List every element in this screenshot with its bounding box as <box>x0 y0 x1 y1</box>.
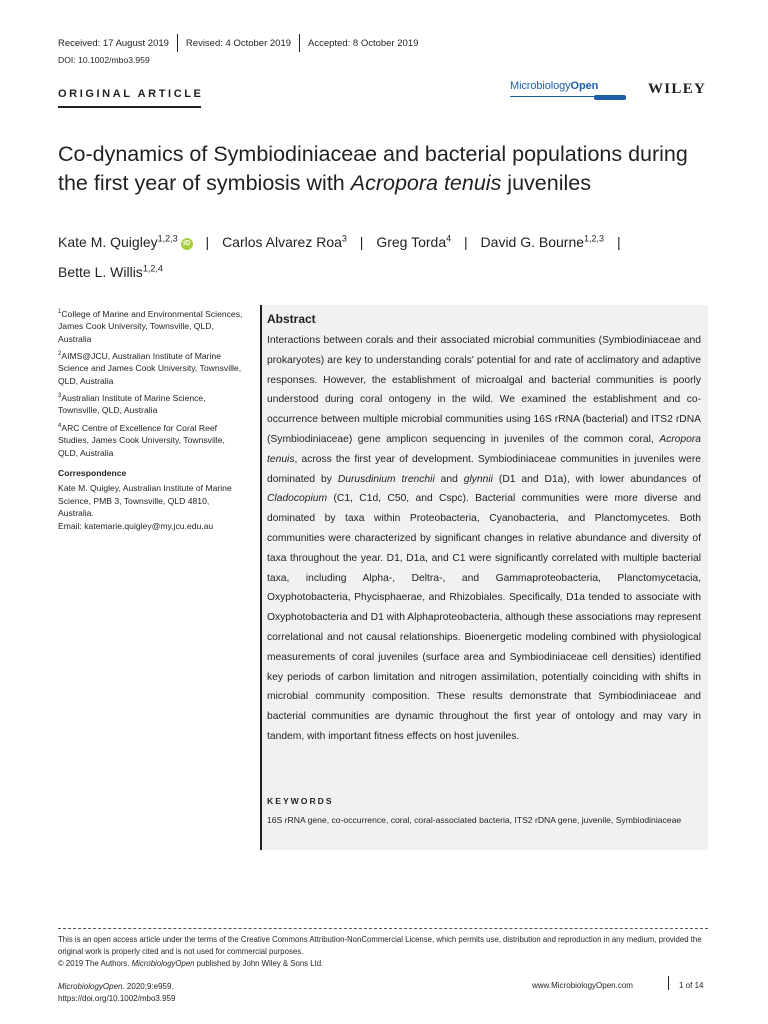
citation-journal: MicrobiologyOpen <box>58 982 123 991</box>
author-separator: | <box>464 233 468 250</box>
abstract-text: (C1, C1d, C50, and Cspc). Bacterial communities were more diverse and dominated by taxa within Proteobacteria, Cyanobacteria, and Planctomycetes. Both communities were characterized by significant changes in relative abundance and diversity of taxa throughout the year. D1, D1a, and C1 were significantly correlated with multiple bacterial taxa, including Alpha-, Deltra-, and Gammaproteobacteria, Planctomycetacia, Oxyphotobacteria, Phycisphaerae, and Rhizobiales. Specifically, D1a tended to associate with Oxyphotobacteria and D1 with Alphaproteobacteria, although these associations may represent correlational and not causal relationships. Bioenergetic modeling combined with physiological measurements of coral juveniles (surface area and Symbiodiniaceae cell densities) identified key periods of carbon limitation and nitrogen assimilation, potentially coinciding with shifts in microbial community composition. These results demonstrate that Symbiodiniaceae and bacterial communities are dynamic throughout the first year of ontology and may vary in tandem, with important fitness effects on host juveniles. <box>267 493 701 742</box>
author-name-text: Greg Torda <box>376 233 447 250</box>
affil-num: 2 <box>58 351 62 358</box>
footer-divider <box>58 928 708 929</box>
copyright-text-end: published by John Wiley & Sons Ltd. <box>194 959 324 968</box>
author-name[interactable] <box>58 264 163 280</box>
copyright-text: © 2019 The Authors. <box>58 959 132 968</box>
journal-logo-part1: Microbiology <box>510 80 571 92</box>
author-name[interactable] <box>376 234 451 250</box>
abstract-text: , across the first year of development. Symbiodiniaceae communities in juveniles were dominated by <box>267 453 701 485</box>
correspondence-email[interactable]: Email: katemarie.quigley@my.jcu.edu.au <box>58 520 214 531</box>
journal-logo-rule <box>510 96 594 97</box>
affil-num: 1 <box>58 309 62 315</box>
affiliations <box>58 306 244 532</box>
citation-volume: . 2020;9:e959. <box>122 982 174 991</box>
page-number: 1 of 14 <box>679 981 704 990</box>
author-affil-sup: 4 <box>446 233 452 243</box>
author-name-text: Carlos Alvarez Roa <box>222 233 342 250</box>
article-title <box>58 140 718 198</box>
keywords-heading: KEYWORDS <box>267 796 334 806</box>
author-name-text: Kate M. Quigley <box>58 233 158 250</box>
title-species: Acropora tenuis <box>350 171 502 195</box>
orcid-icon[interactable]: iD <box>181 238 193 250</box>
divider <box>177 34 178 52</box>
abstract-text: Interactions between corals and their associated microbial communities (Symbiodiniaceae and prokaryotes) are key to understanding corals' potential for and rate of acclimatory and adaptive responses. However, the establishment of microalgal and bacterial communities is poorly understood during coral ontogeny in the wild. We examined the establishment and co-occurrence between multiple microbial communities using 16S rRNA (bacterial) and ITS2 rDNA (Symbiodiniaceae) gene amplicon sequencing in juveniles of the common coral, <box>267 335 701 445</box>
affil-num: 3 <box>58 393 62 400</box>
author-separator: | <box>359 233 364 250</box>
author-name-text: Bette L. Willis <box>58 264 143 281</box>
affil-text: ARC Centre of Excellence for Coral Reef Studies, James Cook University, Townsville, QLD, Australia <box>58 422 225 458</box>
title-text-end: juveniles <box>501 171 591 195</box>
abstract-body <box>267 331 701 747</box>
journal-logo-part2: Open <box>570 80 599 92</box>
affiliation-item <box>58 348 244 387</box>
affil-text: Australian Institute of Marine Science, Townsville, QLD, Australia <box>58 393 206 416</box>
affiliation-item <box>58 306 244 345</box>
keywords-text: 16S rRNA gene, co-occurrence, coral, coral-associated bacteria, ITS2 rDNA gene, juvenile, Symbiodiniaceae <box>267 815 682 825</box>
abstract-heading: Abstract <box>267 312 316 326</box>
abstract-species: Cladocopium <box>267 493 328 505</box>
affil-text: College of Marine and Environmental Sciences, James Cook University, Townsville, QLD, Australia <box>58 308 243 344</box>
title-text: Co-dynamics of Symbiodiniaceae and bacterial populations during the first year of symbiosis with <box>58 142 688 195</box>
author-affil-sup: 1,2,3 <box>584 233 605 243</box>
license-notice <box>58 934 710 970</box>
abstract-species: Durusdinium trenchii <box>337 473 435 485</box>
affil-num: 4 <box>58 422 62 429</box>
received-date: Received: 17 August 2019 <box>58 37 169 49</box>
author-affil-sup: 1,2,3 <box>157 233 178 243</box>
footer-separator <box>668 976 669 990</box>
abstract-text: (D1 and D1a), with lower abundances of <box>492 473 701 485</box>
article-type: ORIGINAL ARTICLE <box>58 88 204 100</box>
abstract-species: Acropora tenuis <box>267 433 701 465</box>
journal-logo[interactable] <box>510 80 598 92</box>
history-dates <box>58 36 418 50</box>
copyright-journal: MicrobiologyOpen <box>131 959 195 968</box>
author-affil-sup: 3 <box>341 233 347 243</box>
author-separator: | <box>205 233 210 250</box>
article-type-underline <box>58 106 201 108</box>
author-separator: | <box>616 233 621 250</box>
doi-link[interactable]: https://doi.org/10.1002/mbo3.959 <box>58 994 176 1003</box>
author-name[interactable] <box>481 234 605 250</box>
correspondence-text <box>58 482 244 532</box>
license-text: This is an open access article under the terms of the Creative Commons Attribution-NonCommercial License, which permits use, distribution and reproduction in any medium, provided the original work is properly cited and is not used for commercial purposes. <box>58 935 702 956</box>
correspondence-heading: Correspondence <box>58 467 127 478</box>
publisher-logo[interactable]: WILEY <box>648 81 707 97</box>
revised-date: Revised: 4 October 2019 <box>185 37 292 49</box>
affiliation-item <box>58 390 244 417</box>
correspondence-address: Kate M. Quigley, Australian Institute of Marine Science, PMB 3, Townsville, QLD 4810, Australia. <box>58 483 232 519</box>
author-name[interactable] <box>222 234 347 250</box>
journal-website-link[interactable]: www.MicrobiologyOpen.com <box>532 981 633 990</box>
open-access-badge-icon <box>594 95 626 100</box>
author-name-text: David G. Bourne <box>480 233 585 250</box>
accepted-date: Accepted: 8 October 2019 <box>308 37 419 49</box>
citation-block <box>58 981 175 1005</box>
abstract-species: glynnii <box>463 473 493 485</box>
author-name[interactable] <box>58 234 178 250</box>
doi-header[interactable]: DOI: 10.1002/mbo3.959 <box>58 55 150 65</box>
divider <box>299 34 300 52</box>
abstract-text: and <box>434 473 464 485</box>
author-list <box>58 225 718 286</box>
affil-text: AIMS@JCU, Australian Institute of Marine Science and James Cook University, Townsville, QLD, Australia <box>58 350 242 386</box>
affiliation-item <box>58 420 244 459</box>
author-affil-sup: 1,2,4 <box>142 263 163 274</box>
